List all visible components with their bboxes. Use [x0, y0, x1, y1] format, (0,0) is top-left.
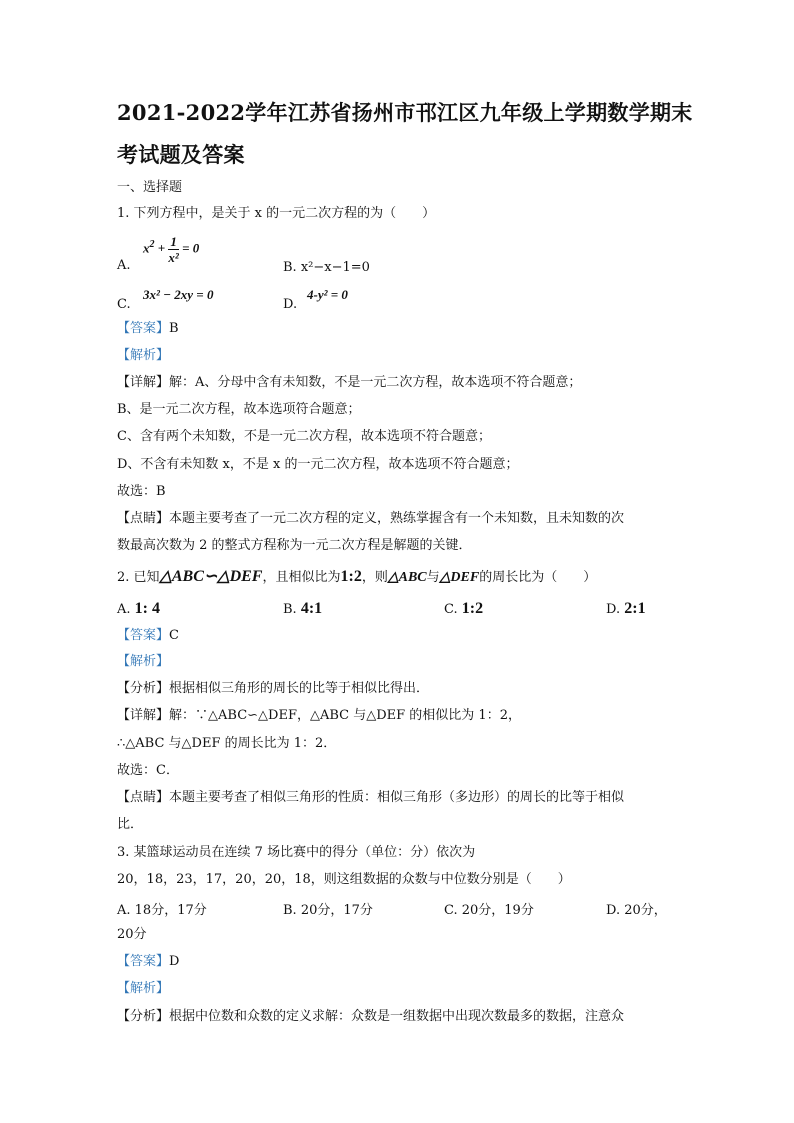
answer-label: 【答案】: [117, 321, 170, 336]
detail-text: 解：∵△ABC∽△DEF，△ABC 与△DEF 的相似比为 1：2，: [169, 708, 521, 723]
option-label: D.: [606, 602, 621, 617]
q3-analysis-label: 【解析】: [117, 981, 170, 996]
q1-option-c-formula: 3x² − 2xy = 0: [143, 287, 214, 302]
q2-comment: [117, 789, 624, 807]
formula-part: +: [154, 240, 169, 256]
numerator: 1: [170, 234, 177, 249]
q2-option-c: [444, 600, 483, 618]
q1-answer: [117, 320, 179, 338]
q3-option-a: A. 18分，17分: [117, 903, 207, 918]
q3-option-d: D. 20分，: [606, 903, 667, 918]
fenxi-label: 【分析】: [117, 1009, 170, 1024]
comment-label: 【点睛】: [117, 790, 170, 805]
q3-option-b: B. 20分，17分: [283, 903, 373, 918]
q1-line: D、不含有未知数 x，不是 x 的一元二次方程，故本选项不符合题意；: [117, 457, 519, 472]
q2-line: 故选：C．: [117, 763, 179, 778]
detail-label: 【详解】: [117, 375, 170, 390]
math: △ABC: [387, 570, 427, 585]
q1-option-a-label: A.: [117, 258, 131, 273]
section-heading: 一、选择题: [117, 180, 183, 195]
fraction: [168, 234, 178, 265]
stem-text: 与: [426, 570, 440, 585]
q1-line: 故选：B: [117, 484, 166, 499]
option-value: 1: 4: [134, 600, 160, 617]
option-value: 2:1: [624, 600, 646, 617]
q3-option-d-cont: 20分: [117, 927, 147, 942]
answer-value: D: [169, 954, 180, 969]
formula-part: = 0: [178, 240, 200, 256]
q2-analysis-label: 【解析】: [117, 654, 170, 669]
answer-value: B: [169, 321, 179, 336]
option-value: 4:1: [300, 600, 323, 617]
option-label: C.: [444, 602, 458, 617]
comment-text: 本题主要考查了一元二次方程的定义，熟练掌握含有一个未知数，且未知数的次: [169, 511, 625, 526]
q2-line: ∴△ABC 与△DEF 的周长比为 1：2．: [117, 736, 337, 751]
answer-label: 【答案】: [117, 954, 170, 969]
q1-option-b: B. x²−x−1=0: [283, 260, 370, 275]
answer-value: C: [169, 628, 179, 643]
stem-text: 2. 已知: [117, 570, 160, 585]
q3-stem: 3. 某篮球运动员在连续 7 场比赛中的得分（单位：分）依次为: [117, 845, 476, 860]
q1-option-d-label: D.: [283, 297, 298, 312]
q2-option-b: [283, 600, 322, 618]
q1-analysis-label: 【解析】: [117, 348, 170, 363]
q1-line: B、是一元二次方程，故本选项符合题意；: [117, 402, 361, 417]
answer-label: 【答案】: [117, 628, 170, 643]
title-line-2: 考试题及答案: [117, 142, 245, 167]
q3-stem-cont: 20，18，23，17，20，20，18，则这组数据的众数与中位数分别是（ ）: [117, 872, 571, 887]
q3-answer: [117, 953, 179, 971]
stem-text: ，则: [361, 570, 388, 585]
stem-text: ，且相似比为: [262, 570, 341, 585]
q3-fenxi: [117, 1008, 624, 1026]
stem-text: 的周长比为（ ）: [479, 570, 597, 585]
q1-option-d-formula: 4-y² = 0: [307, 287, 348, 302]
option-label: A.: [117, 602, 131, 617]
option-label: B.: [283, 602, 297, 617]
q2-stem: [117, 568, 596, 587]
fenxi-label: 【分析】: [117, 681, 170, 696]
q1-comment-cont: 数最高次数为 2 的整式方程称为一元二次方程是解题的关键．: [117, 538, 472, 553]
q1-option-c-label: C.: [117, 297, 131, 312]
q1-option-a-formula: [143, 234, 199, 265]
q1-comment: [117, 510, 624, 528]
comment-text: 本题主要考查了相似三角形的性质：相似三角形（多边形）的周长的比等于相似: [169, 790, 625, 805]
math: △DEF: [439, 570, 480, 585]
fenxi-text: 根据中位数和众数的定义求解：众数是一组数据中出现次数最多的数据，注意众: [169, 1009, 625, 1024]
q1-stem: 1. 下列方程中，是关于 x 的一元二次方程的为（ ）: [117, 206, 436, 221]
option-value: 1:2: [461, 600, 484, 617]
title-line-1: 2021-2022学年江苏省扬州市邗江区九年级上学期数学期末: [117, 100, 693, 125]
denominator: x²: [168, 250, 179, 265]
q3-option-c: C. 20分，19分: [444, 903, 534, 918]
q2-option-a: [117, 600, 160, 618]
detail-label: 【详解】: [117, 708, 170, 723]
q2-option-d: [606, 600, 646, 618]
detail-text: 解：A、分母中含有未知数，不是一元二次方程，故本选项不符合题意；: [169, 375, 582, 390]
q2-answer: [117, 627, 179, 645]
fenxi-text: 根据相似三角形的周长的比等于相似比得出．: [169, 681, 430, 696]
math: △ABC∽△DEF: [159, 568, 263, 585]
comment-label: 【点睛】: [117, 511, 170, 526]
math: 1:2: [340, 568, 362, 585]
q2-fenxi: [117, 680, 429, 698]
q2-detail: [117, 707, 521, 725]
q2-comment-cont: 比．: [117, 817, 144, 832]
q1-detail: [117, 374, 581, 392]
formula-part: x: [143, 240, 150, 256]
formula-part: 2: [149, 239, 155, 251]
q1-line: C、含有两个未知数，不是一元二次方程，故本选项不符合题意；: [117, 429, 491, 444]
